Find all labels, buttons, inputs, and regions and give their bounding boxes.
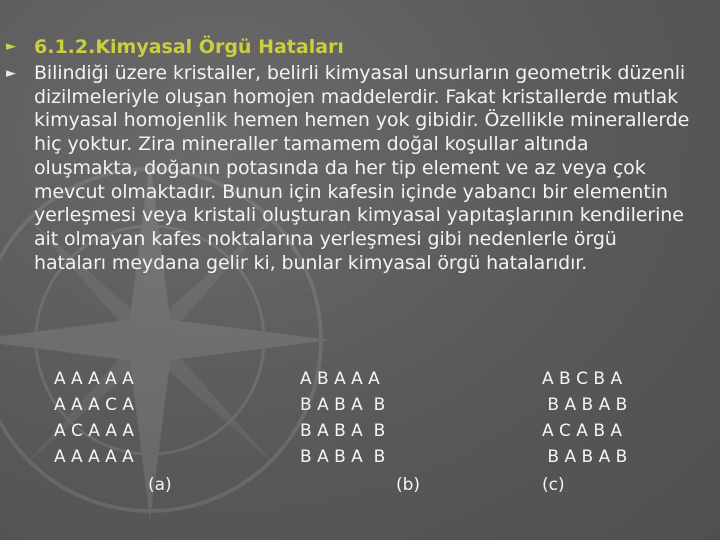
lattice-row: B A B A B xyxy=(300,421,386,441)
body-bullet xyxy=(6,62,694,275)
lattice-row: A C A A A xyxy=(54,421,135,441)
lattice-row: A A A A A xyxy=(54,369,134,389)
heading-bullet xyxy=(6,35,344,59)
lattice-row: A A A C A xyxy=(54,395,135,415)
lattice-caption: (b) xyxy=(396,475,421,495)
lattice-row: A C A B A xyxy=(542,421,623,441)
lattice-row: B A B A B xyxy=(300,395,386,415)
lattice-caption: (c) xyxy=(542,475,565,495)
lattice-row: B A B A B xyxy=(542,395,628,415)
lattice-row: A B C B A xyxy=(542,369,623,389)
lattice-row: A B A A A xyxy=(300,369,380,389)
lattice-row: B A B A B xyxy=(542,447,628,467)
lattice-caption: (a) xyxy=(148,475,172,495)
lattice-row: B A B A B xyxy=(300,447,386,467)
lattice-c xyxy=(542,366,628,495)
bullet-arrow-icon: ► xyxy=(6,39,16,54)
lattice-a xyxy=(54,366,172,495)
body-paragraph: Bilindiği üzere kristaller, belirli kimyasal unsurların geometrik düzenli dizilmeleriyle oluşan homojen maddelerdir. Fakat kristallerde mutlak kimyasal homojenlik hemen hemen yok gibidir. Özellikle minerallerde hiç yoktur. Zira mineraller tamamem doğal koşullar altında oluşmakta, doğanın potasında da her tip element ve az veya çok mevcut olmaktadır. Bunun için kafesin içinde yabancı bir elementin yerleşmesi veya kristali oluşturan kimyasal yapıtaşlarının kendilerine ait olmayan kafes noktalarına yerleşmesi gibi nedenlerle örgü hataları meydana gelir ki, bunlar kimyasal örgü hatalarıdır. xyxy=(34,62,690,274)
lattice-b xyxy=(300,366,421,495)
section-heading: 6.1.2.Kimyasal Örgü Hataları xyxy=(34,36,344,58)
lattice-row: A A A A A xyxy=(54,447,134,467)
bullet-arrow-icon: ► xyxy=(6,66,16,81)
